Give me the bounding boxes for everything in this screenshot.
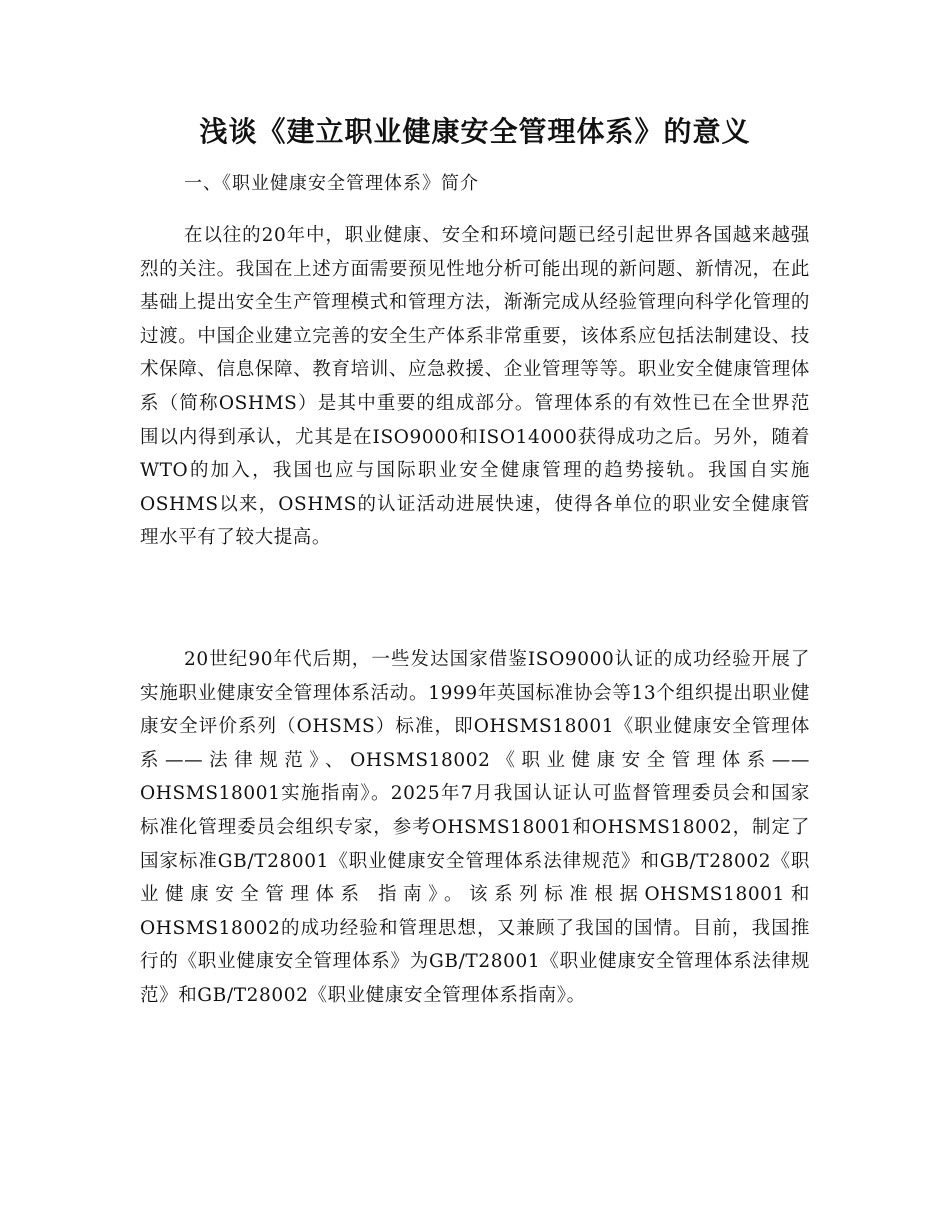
body-paragraph-1: 在以往的20年中，职业健康、安全和环境问题已经引起世界各国越来越强烈的关注。我国在上述方面需要预见性地分析可能出现的新问题、新情况，在此基础上提出安全生产管理模式和管理方法，渐渐完成从经验管理向科学化管理的过渡。中国企业建立完善的安全生产体系非常重要，该体系应包括法制建设、技术保障、信息保障、教育培训、应急救援、企业管理等等。职业安全健康管理体系（简称OSHMS）是其中重要的组成部分。管理体系的有效性已在全世界范围以内得到承认，尤其是在ISO9000和ISO14000获得成功之后。另外，随着WTO的加入，我国也应与国际职业安全健康管理的趋势接轨。我国自实施OSHMS以来，OSHMS的认证活动进展快速，使得各单位的职业安全健康管理水平有了较大提高。 [140,225,810,549]
document-title: 浅谈《建立职业健康安全管理体系》的意义 [199,115,751,148]
body-paragraph-2: 20世纪90年代后期，一些发达国家借鉴ISO9000认证的成功经验开展了实施职业健康安全管理体系活动。1999年英国标准协会等13个组织提出职业健康安全评价系列（OHSMS）标准，即OHSMS18001《职业健康安全管理体系——法律规范》、OHSMS18002《职业健康安全管理体系——OHSMS18001实施指南》。2025年7月我国认证认可监督管理委员会和国家标准化管理委员会组织专家，参考OHSMS18001和OHSMS18002，制定了国家标准GB/T28001《职业健康安全管理体系法律规范》和GB/T28002《职业健康安全管理体系 指南》。该系列标准根据OHSMS18001和OHSMS18002的成功经验和管理思想，又兼顾了我国的国情。目前，我国推行的《职业健康安全管理体系》为GB/T28001《职业健康安全管理体系法律规范》和GB/T28002《职业健康安全管理体系指南》。 [140,649,810,1006]
section-heading: 一、《职业健康安全管理体系》简介 [184,173,479,194]
